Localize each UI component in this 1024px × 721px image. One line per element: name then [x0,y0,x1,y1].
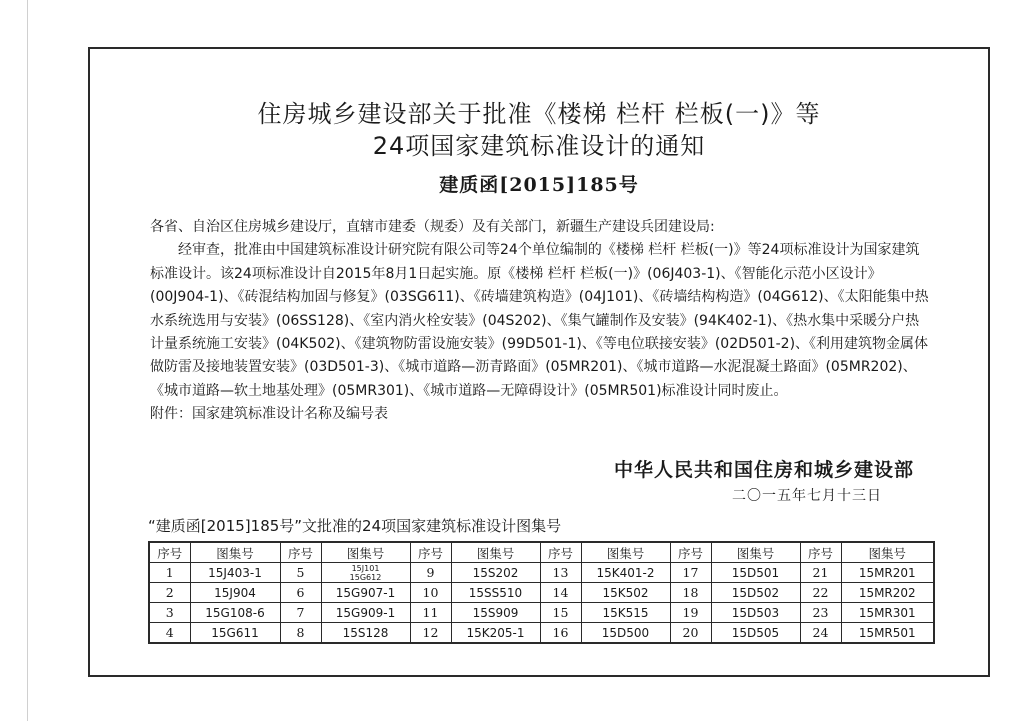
atlas-code-cell: 15D505 [711,623,800,644]
atlas-code-cell: 15S128 [321,623,410,644]
document-number: 建质函[2015]185号 [439,174,639,196]
header-serial: 序号 [800,542,841,563]
atlas-code-cell: 15S202 [451,563,540,583]
serial-cell: 5 [280,563,321,583]
table-row [149,623,934,644]
header-serial: 序号 [670,542,711,563]
atlas-code-cell: 15K401-2 [581,563,670,583]
atlas-code-cell: 15D501 [711,563,800,583]
atlas-code-cell: 15S909 [451,603,540,623]
table-caption: “建质函[2015]185号”文批准的24项国家建筑标准设计图集号 [148,517,562,535]
serial-cell: 23 [800,603,841,623]
header-atlas-code: 图集号 [841,542,934,563]
atlas-code-cell: 15J403-1 [190,563,280,583]
serial-cell: 13 [540,563,581,583]
serial-cell: 6 [280,583,321,603]
atlas-code-cell: 15G907-1 [321,583,410,603]
issue-date: 二〇一五年七月十三日 [732,488,882,504]
serial-cell: 24 [800,623,841,644]
header-atlas-code: 图集号 [451,542,540,563]
atlas-code-part: 15J101 [351,563,380,573]
serial-cell: 19 [670,603,711,623]
serial-cell: 4 [149,623,190,644]
notice-paragraph: 经审查，批准由中国建筑标准设计研究院有限公司等24个单位编制的《楼梯 栏杆 栏板(一)》等24项标准设计为国家建筑标准设计。该24项标准设计自2015年8月1日起实施。原《楼梯 栏杆 栏板(一)》(06J403-1)、《智能化示范小区设计》(00J904-1)、《砖混结构加固与修复》(03SG611)、《砖墙建筑构造》(04J101)、《砖墙结构构造》(04G612)、《太阳能集中热水系统选用与安装》(06SS128)、《室内消火栓安装》(04S202)、《集气罐制作及安装》(94K402-1)、《热水集中采暖分户热计量系统施工安装》(04K502)、《建筑物防雷设施安装》(99D501-1)、《等电位联接安装》(02D501-2)、《利用建筑物金属体做防雷及接地装置安装》(03D501-3)、《城市道路—沥青路面》(05MR201)、《城市道路—水泥混凝土路面》(05MR202)、《城市道路—软土地基处理》(05MR301)、《城市道路—无障碍设计》(05MR501)标准设计同时废止。 [150,242,929,399]
atlas-code-cell: 15G611 [190,623,280,644]
header-atlas-code: 图集号 [321,542,410,563]
serial-cell: 22 [800,583,841,603]
header-atlas-code: 图集号 [711,542,800,563]
atlas-code-cell: 15G108-6 [190,603,280,623]
serial-cell: 7 [280,603,321,623]
serial-cell: 21 [800,563,841,583]
page-margin-line [27,0,28,721]
serial-cell: 8 [280,623,321,644]
attachment-line: 附件：国家建筑标准设计名称及编号表 [150,406,388,423]
header-serial: 序号 [280,542,321,563]
notice-body [150,216,930,427]
serial-cell: 9 [410,563,451,583]
header-serial: 序号 [410,542,451,563]
atlas-code-part: 15G612 [349,572,382,582]
atlas-code-cell: 15MR501 [841,623,934,644]
serial-cell: 3 [149,603,190,623]
header-atlas-code: 图集号 [190,542,280,563]
atlas-code-cell: 15D502 [711,583,800,603]
serial-cell: 18 [670,583,711,603]
atlas-code-cell: 15SS510 [451,583,540,603]
serial-cell: 15 [540,603,581,623]
serial-cell: 10 [410,583,451,603]
serial-cell: 11 [410,603,451,623]
table-body [149,563,934,644]
atlas-code-cell: 15J904 [190,583,280,603]
atlas-code-cell: 15K205-1 [451,623,540,644]
atlas-code-cell: 15D500 [581,623,670,644]
serial-cell: 1 [149,563,190,583]
header-serial: 序号 [149,542,190,563]
table-row [149,583,934,603]
atlas-code-cell: 15D503 [711,603,800,623]
serial-cell: 16 [540,623,581,644]
serial-cell: 14 [540,583,581,603]
atlas-code-cell: 15G909-1 [321,603,410,623]
header-atlas-code: 图集号 [581,542,670,563]
atlas-code-cell: 15MR202 [841,583,934,603]
atlas-code-cell: 15MR301 [841,603,934,623]
serial-cell: 17 [670,563,711,583]
notice-title-line1: 住房城乡建设部关于批准《楼梯 栏杆 栏板(一)》等 [257,100,821,128]
table-header-row [149,542,934,563]
table-row [149,603,934,623]
atlas-number-table [148,541,935,644]
atlas-code-cell: 15K515 [581,603,670,623]
atlas-code-cell: 15K502 [581,583,670,603]
table-row [149,563,934,583]
serial-cell: 2 [149,583,190,603]
serial-cell: 12 [410,623,451,644]
atlas-code-cell: 15MR201 [841,563,934,583]
salutation: 各省、自治区住房城乡建设厅，直辖市建委（规委）及有关部门，新疆生产建设兵团建设局: [150,219,715,235]
header-serial: 序号 [540,542,581,563]
atlas-code-cell [321,563,410,583]
notice-title-line2: 24项国家建筑标准设计的通知 [372,132,706,160]
serial-cell: 20 [670,623,711,644]
issuing-authority: 中华人民共和国住房和城乡建设部 [613,459,914,481]
